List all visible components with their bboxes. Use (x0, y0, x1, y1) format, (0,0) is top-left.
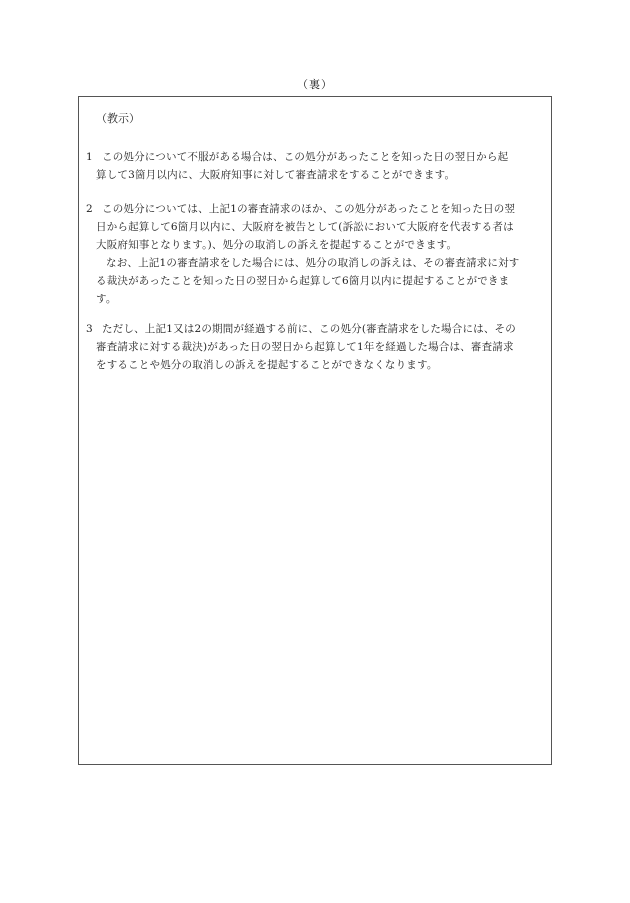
notice-item-2-text-6: す。 (96, 293, 117, 305)
notice-item-3 (86, 320, 550, 374)
notice-item-3-text-3: をすることや処分の取消しの訴えを提起することができなくなります。 (96, 359, 438, 371)
notice-item-1 (86, 148, 550, 184)
notice-frame (78, 96, 552, 765)
notice-item-2 (86, 200, 550, 308)
notice-item-2-line-1 (86, 200, 550, 218)
notice-item-3-text-1: ただし、上記1又は2の期間が経過する前に、この処分(審査請求をした場合には、その (102, 323, 516, 335)
notice-item-3-number: 3 (86, 323, 93, 335)
notice-item-2-text-2: 日から起算して6箇月以内に、大阪府を被告として(訴訟において大阪府を代表する者は (96, 221, 514, 233)
notice-item-2-text-3: 大阪府知事となります。)、処分の取消しの訴えを提起することができます。 (96, 239, 458, 251)
notice-item-2-text-4: なお、上記1の審査請求をした場合には、処分の取消しの訴えは、その審査請求に対す (106, 257, 520, 269)
notice-item-1-text-1: この処分について不服がある場合は、この処分があったことを知った日の翌日から起 (102, 151, 509, 163)
notice-item-2-text-5: る裁決があったことを知った日の翌日から起算して6箇月以内に提起することができま (96, 275, 510, 287)
notice-item-1-number: 1 (86, 151, 93, 163)
notice-item-2-number: 2 (86, 203, 93, 215)
notice-item-2-text-1: この処分については、上記1の審査請求のほか、この処分があったことを知った日の翌 (102, 203, 516, 215)
page-side-label: （裏） (297, 78, 333, 91)
notice-item-1-line-1 (86, 148, 550, 166)
notice-item-3-text-2: 審査請求に対する裁決)があった日の翌日から起算して1年を経過した場合は、審査請求 (96, 341, 514, 353)
notice-item-1-text-2: 算して3箇月以内に、大阪府知事に対して審査請求をすることができます。 (96, 169, 456, 181)
notice-heading: （教示） (96, 112, 140, 125)
notice-item-3-line-1 (86, 320, 550, 338)
